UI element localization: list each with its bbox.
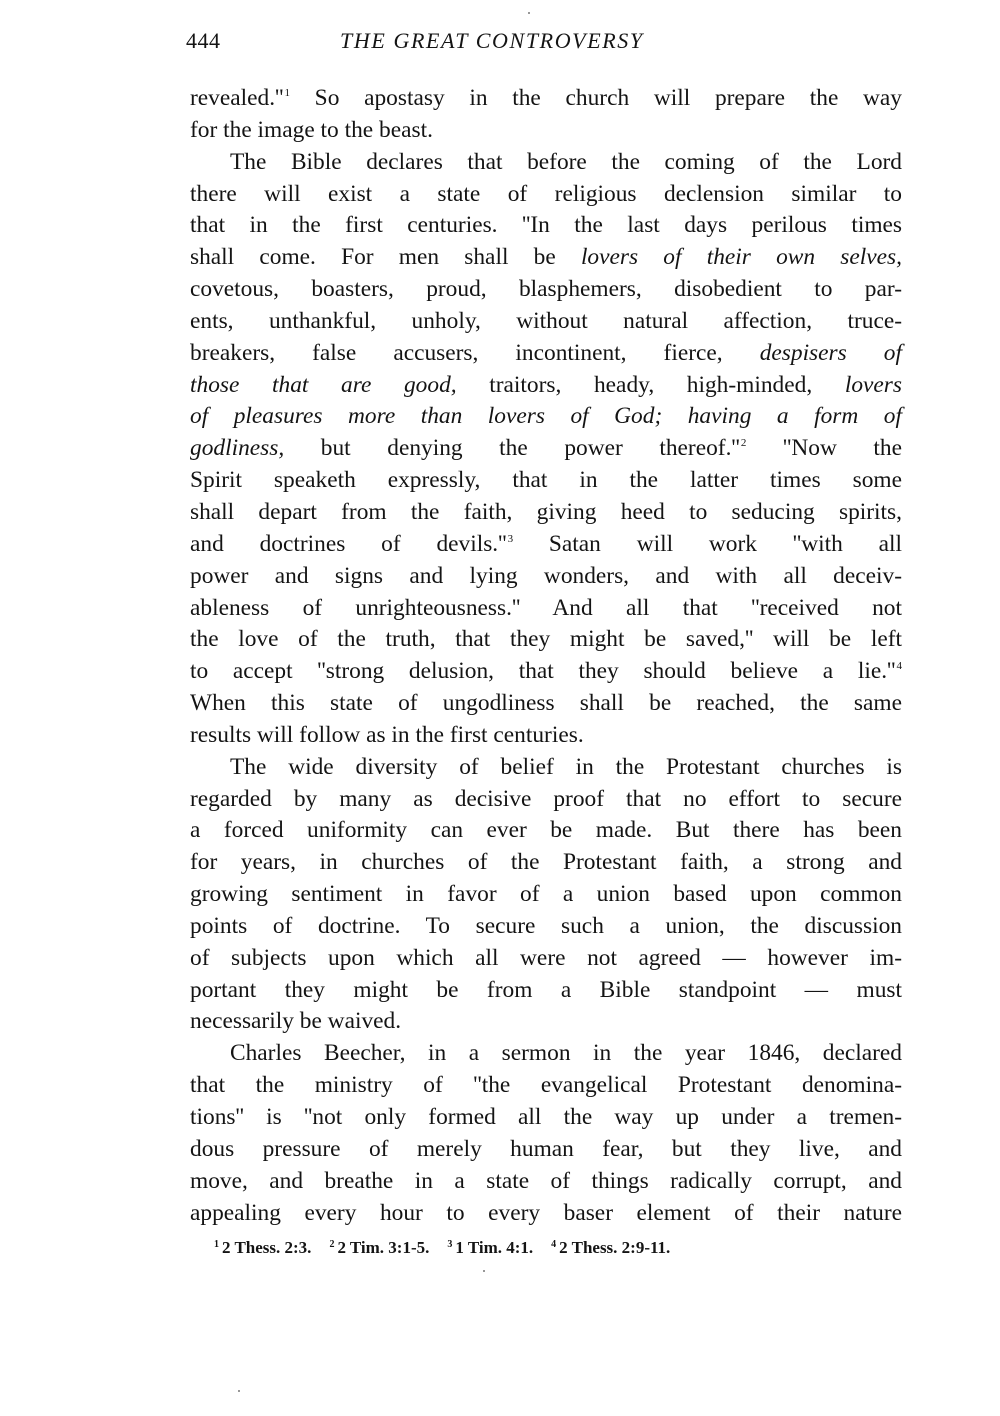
text-run: revealed.'' [190, 85, 284, 111]
text-line [190, 1070, 902, 1102]
text-line [190, 179, 902, 211]
text-line [190, 306, 902, 338]
footnote-marker: 3 [507, 532, 514, 545]
running-title: THE GREAT CONTROVERSY [340, 28, 644, 53]
text-line [190, 83, 902, 115]
text-run: Spirit speaketh expressly, that in the latter times some [190, 467, 902, 494]
body-text [190, 83, 902, 1229]
text-line [190, 656, 902, 688]
footnote-marker: 4 [896, 660, 902, 673]
text-run: power and signs and lying wonders, and with all deceiv- [190, 562, 902, 589]
page-header [186, 28, 902, 60]
footnote-marker: 2 [740, 437, 747, 450]
footnote [329, 1238, 429, 1258]
text-run: to accept ''strong delusion, that they should believe a lie.'' [190, 658, 896, 685]
footnote-reference: 1 Tim. 4:1. [455, 1238, 534, 1257]
text-run: but denying the power thereof.'' [284, 435, 740, 462]
text-line [190, 147, 902, 179]
text-line [190, 433, 902, 465]
footnotes [214, 1238, 894, 1258]
text-run: breakers, false accusers, incontinent, fierce, [190, 339, 760, 366]
text-run: growing sentiment in favor of a union based upon common [190, 881, 902, 908]
text-run: The wide diversity of belief in the Protestant churches is [230, 753, 902, 780]
text-line [190, 815, 902, 847]
text-line [190, 1102, 902, 1134]
text-line [190, 1166, 902, 1198]
footnote [551, 1238, 670, 1258]
text-line [190, 401, 902, 433]
text-line [190, 879, 902, 911]
text-line [190, 529, 902, 561]
text-line [190, 242, 902, 274]
italic-quote: godliness, [190, 435, 285, 462]
scan-speck [238, 1390, 240, 1392]
text-line [190, 115, 902, 147]
scan-speck [483, 1270, 485, 1272]
text-run: that the ministry of ''the evangelical Protestant denomina- [190, 1072, 902, 1099]
text-line [190, 752, 902, 784]
text-run: ableness of unrighteousness.'' And all that ''received not [190, 594, 902, 621]
text-line [190, 688, 902, 720]
italic-quote: those that are good, [190, 371, 457, 398]
text-line [190, 1038, 902, 1070]
footnote-number: 3 [447, 1239, 453, 1250]
text-run: for the image to the beast. [190, 116, 433, 143]
text-line [190, 274, 902, 306]
text-line [190, 465, 902, 497]
text-line [190, 784, 902, 816]
text-run: there will exist a state of religious declension similar to [190, 180, 902, 207]
footnote-marker: 1 [284, 87, 290, 99]
text-run: regarded by many as decisive proof that no effort to secure [190, 785, 902, 812]
footnote-reference: 2 Tim. 3:1-5. [337, 1238, 430, 1257]
text-run: appealing every hour to every baser element of their nature [190, 1199, 902, 1226]
text-run: results will follow as in the first centuries. [190, 721, 584, 748]
footnote-number: 4 [551, 1239, 557, 1250]
text-run: portant they might be from a Bible standpoint — must [190, 976, 902, 1003]
text-line [190, 1198, 902, 1230]
text-run: a forced uniformity can ever be made. But there has been [190, 817, 902, 844]
text-run: The Bible declares that before the coming of the Lord [230, 148, 902, 175]
footnote [447, 1238, 533, 1258]
text-run: shall depart from the faith, giving heed to seducing spirits, [190, 498, 902, 525]
text-line [190, 720, 902, 752]
footnote-number: 1 [214, 1239, 219, 1250]
text-run: points of doctrine. To secure such a union, the discussion [190, 912, 902, 939]
text-line [190, 338, 902, 370]
text-line [190, 593, 902, 625]
text-run: the love of the truth, that they might be saved,'' will be left [190, 626, 902, 653]
text-line [190, 1006, 902, 1038]
text-line [190, 975, 902, 1007]
text-line [190, 210, 902, 242]
italic-quote: of pleasures more than lovers of God; having a form of [190, 403, 902, 430]
text-run: ents, unthankful, unholy, without natural affection, truce- [190, 307, 902, 334]
text-run: necessarily be waived. [190, 1008, 402, 1035]
page-number: 444 [186, 28, 221, 53]
text-run: traitors, heady, high-minded, [456, 371, 845, 398]
text-run: that in the first centuries. ''In the last days perilous times [190, 212, 902, 239]
text-run: tions'' is ''not only formed all the way up under a tremen- [190, 1104, 902, 1130]
footnote [214, 1238, 311, 1258]
text-run: of subjects upon which all were not agreed — however im- [190, 944, 902, 971]
footnote-number: 2 [329, 1239, 335, 1250]
text-line [190, 370, 902, 402]
text-line [190, 943, 902, 975]
text-line [190, 624, 902, 656]
italic-quote: lovers of their own selves, [580, 244, 902, 271]
italic-quote: despisers of [759, 339, 902, 366]
text-run: When this state of ungodliness shall be reached, the same [190, 690, 902, 717]
text-run: dous pressure of merely human fear, but they live, and [190, 1135, 902, 1162]
text-run: covetous, boasters, proud, blasphemers, disobedient to par- [190, 276, 902, 303]
text-run: ''Now the [746, 435, 902, 462]
text-line [190, 911, 902, 943]
text-run: and doctrines of devils.'' [190, 530, 507, 557]
text-line [190, 1134, 902, 1166]
text-run: move, and breathe in a state of things radically corrupt, and [190, 1167, 902, 1194]
text-run: Satan will work ''with all [513, 530, 902, 557]
text-run: for years, in churches of the Protestant faith, a strong and [190, 849, 902, 876]
footnote-reference: 2 Thess. 2:9-11. [559, 1238, 671, 1257]
text-line [190, 497, 902, 529]
footnote-reference: 2 Thess. 2:3. [222, 1238, 312, 1257]
text-run: So apostasy in the church will prepare the way [289, 85, 902, 111]
italic-quote: lovers [844, 371, 902, 398]
text-line [190, 847, 902, 879]
scan-speck [528, 12, 530, 14]
text-line [190, 561, 902, 593]
text-run: shall come. For men shall be [190, 244, 581, 271]
text-run: Charles Beecher, in a sermon in the year 1846, declared [230, 1040, 902, 1067]
